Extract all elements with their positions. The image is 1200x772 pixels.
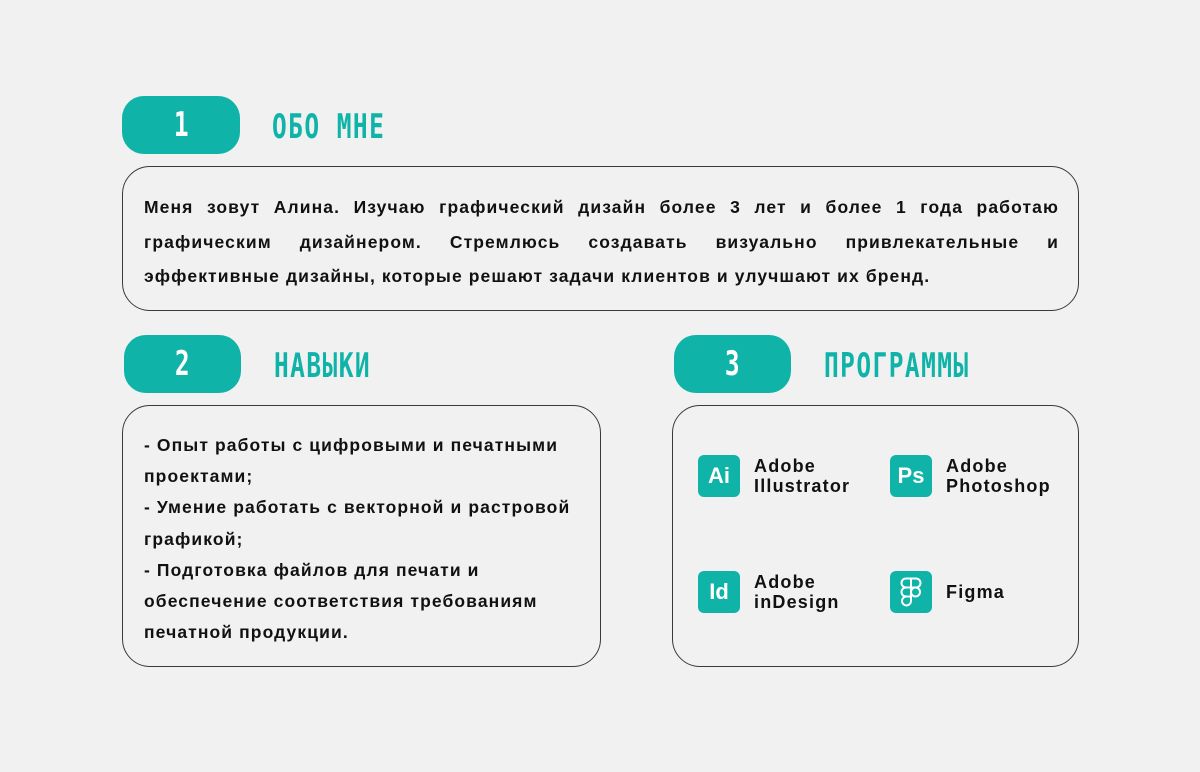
programs-card xyxy=(672,405,1079,667)
section-title-skills: НАВЫКИ xyxy=(274,346,372,386)
figma-logo-glyph xyxy=(900,577,922,607)
section-title-about: ОБО МНЕ xyxy=(272,107,386,147)
skills-list xyxy=(144,430,584,648)
list-item: - Опыт работы с цифровыми и печатными проектами; xyxy=(144,435,559,487)
section-number-1: 1 xyxy=(173,105,189,145)
program-item-figma xyxy=(890,571,1005,613)
section-number-2: 2 xyxy=(175,344,190,384)
adobe-illustrator-icon: Ai xyxy=(698,455,740,497)
section-title-programs: ПРОГРАММЫ xyxy=(824,346,970,386)
program-name: Adobe Photoshop xyxy=(946,456,1051,496)
program-name: Adobe Illustrator xyxy=(754,456,851,496)
section-number-badge-2 xyxy=(124,335,241,393)
section-number-badge-1 xyxy=(122,96,240,154)
list-item: - Умение работать с векторной и растровой графикой; xyxy=(144,497,571,549)
program-item-indesign xyxy=(698,571,840,613)
adobe-indesign-icon: Id xyxy=(698,571,740,613)
program-item-photoshop xyxy=(890,455,1051,497)
program-name: Adobe inDesign xyxy=(754,572,840,612)
about-text: Меня зовут Алина. Изучаю графический дизайн более 3 лет и более 1 года работаю графическим дизайнером. Стремлюсь создавать визуально привлекательные и эффективные дизайны, которые решают задачи клиентов и улучшают их бренд. xyxy=(144,197,1059,286)
list-item: - Подготовка файлов для печати и обеспечение соответствия требованиям печатной продукции. xyxy=(144,559,538,643)
adobe-photoshop-icon: Ps xyxy=(890,455,932,497)
program-item-illustrator xyxy=(698,455,850,497)
figma-icon xyxy=(890,571,932,613)
section-number-badge-3 xyxy=(674,335,791,393)
program-name: Figma xyxy=(946,582,1006,602)
section-number-3: 3 xyxy=(725,344,740,384)
